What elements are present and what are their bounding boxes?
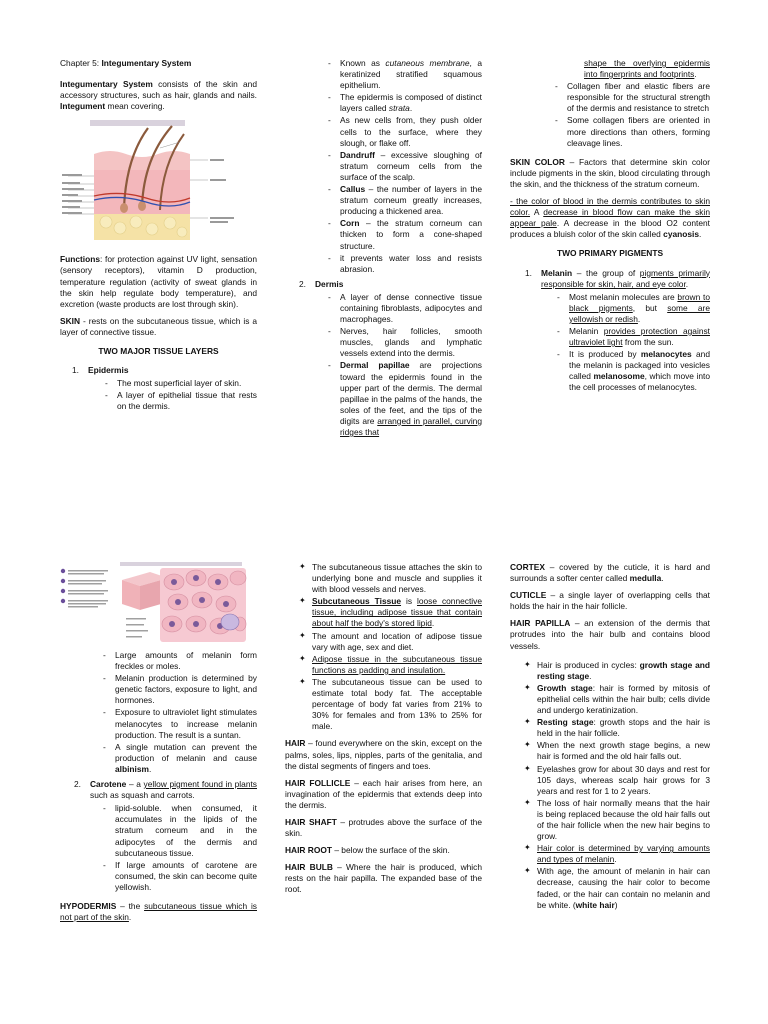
list-item: - Dermal papillae are projections toward the epidermis found in the upper part of the dermis. The dermal papillae in the palms of the hands, the soles of the feet, and the tips of the digits are arranged in parallel, curving ridges that <box>328 360 482 438</box>
functions-paragraph: Functions: for protection against UV light, sensation (sensory receptors), vitamin D production, temperature regulation (activity of sweat glands in the skin help regulate body temperature), and excretion (waste products are lost through skin). <box>60 254 257 309</box>
hair-root-paragraph: HAIR ROOT – below the surface of the skin. <box>285 845 450 856</box>
hair-paragraph: HAIR – found everywhere on the skin, except on the palms, soles, lips, nipples, parts of the genitalia, and the distal segments of fingers and toes. <box>285 738 482 771</box>
dermis-list-cont <box>555 81 710 149</box>
page1-column-1 <box>60 58 257 414</box>
list-item: - it prevents water loss and resists abrasion. <box>328 253 482 275</box>
hair-shaft-paragraph: HAIR SHAFT – protrudes above the surface of the skin. <box>285 816 482 839</box>
list-item: ✦ Adipose tissue in the subcutaneous tissue functions as padding and insulation. <box>299 654 482 676</box>
blood-color-paragraph: - the color of blood in the dermis contributes to skin color. A decrease in blood flow can make the skin appear pale. A decrease in the blood O2 content produces a bluish color of the skin called cyanosis. <box>510 196 710 240</box>
melanocyte-figure <box>60 562 257 644</box>
list-item: ✦ Resting stage: growth stops and the hair is held in the hair follicle. <box>524 717 710 739</box>
two-pigments-heading: TWO PRIMARY PIGMENTS <box>556 248 664 259</box>
melanin-list-cont <box>103 650 257 775</box>
list-item: ✦ The subcutaneous tissue attaches the skin to underlying bone and muscle and supplies it with blood vessels and nerves. <box>299 562 482 595</box>
list-item: ✦ Growth stage: hair is formed by mitosis of epithelial cells within the hair bulb; cells divide and undergo keratinization. <box>524 683 710 716</box>
list-item: - Dandruff – excessive sloughing of stratum corneum cells from the surface of the scalp. <box>328 150 482 183</box>
skin-color-paragraph: SKIN COLOR – Factors that determine skin color include pigments in the skin, blood circulating through the skin, and the thickness of the stratum corneum. <box>510 156 710 189</box>
list-item: - A layer of epithelial tissue that rests on the dermis. <box>105 390 257 412</box>
hair-bulb-paragraph: HAIR BULB – Where the hair is produced, which rests on the hair papilla. The expanded base of the root. <box>285 862 482 895</box>
dermal-papillae-continued: shape the overlying epidermis into fingerprints and footprints. <box>584 58 710 80</box>
melanin-list <box>557 292 710 394</box>
page1-column-2 <box>285 58 482 439</box>
list-item: - Nerves, hair follicles, smooth muscles, glands and lymphatic vessels extend into the dermis. <box>328 326 482 359</box>
list-item: - The most superficial layer of skin. <box>105 378 257 389</box>
epidermis-list-cont <box>328 58 482 275</box>
list-item: - As new cells from, they push older cells to the surface, where they slough, or flake off. <box>328 115 482 148</box>
list-item: - A single mutation can prevent the production of melanin and cause albinism. <box>103 742 257 775</box>
list-item: - A layer of dense connective tissue containing fibroblasts, adipocytes and macrophages. <box>328 292 482 325</box>
melanin-item: 1. Melanin – the group of pigments primarily responsible for skin, hair, and eye color. <box>525 267 710 289</box>
list-item: ✦ Eyelashes grow for about 30 days and rest for 105 days, whereas scalp hair grows for 3 years and rest for 1 to 2 years. <box>524 764 710 797</box>
subcutaneous-list <box>299 562 482 732</box>
hypodermis-paragraph: HYPODERMIS – the subcutaneous tissue which is not part of the skin. <box>60 900 257 923</box>
list-item: ✦ Hair is produced in cycles: growth stage and resting stage. <box>524 660 710 682</box>
epidermis-heading: 1. Epidermis <box>72 365 129 376</box>
list-item: - Corn – the stratum corneum can thicken to form a cone-shaped structure. <box>328 218 482 251</box>
list-item: - Large amounts of melanin form freckles or moles. <box>103 650 257 672</box>
list-item: - Melanin production is determined by genetic factors, exposure to light, and hormones. <box>103 673 257 706</box>
list-item: ✦ The loss of hair normally means that the hair is being replaced because the old hair falls out of the hair follicle when the new hair begins to grow. <box>524 798 710 842</box>
cortex-paragraph: CORTEX – covered by the cuticle, it is hard and surrounds a softer center called medulla. <box>510 562 710 584</box>
carotene-item: 2. Carotene – a yellow pigment found in plants such as squash and carrots. <box>74 779 257 801</box>
list-item: - Most melanin molecules are brown to black pigments, but some are yellowish or redish. <box>557 292 710 325</box>
skin-paragraph: SKIN - rests on the subcutaneous tissue, which is a layer of connective tissue. <box>60 315 257 337</box>
hair-cycle-list <box>524 660 710 911</box>
two-major-heading: TWO MAJOR TISSUE LAYERS <box>98 346 219 357</box>
list-item: - Known as cutaneous membrane, a keratinized stratified squamous epithelium. <box>328 58 482 91</box>
list-item: - The epidermis is composed of distinct layers called strata. <box>328 92 482 114</box>
list-item: - If large amounts of carotene are consumed, the skin can become quite yellowish. <box>103 860 257 893</box>
list-item: - Some collagen fibers are oriented in more directions than others, forming cleavage lines. <box>555 115 710 148</box>
list-item: ✦ Hair color is determined by varying amounts and types of melanin. <box>524 843 710 865</box>
dermis-list <box>328 292 482 438</box>
epidermis-list <box>105 378 257 412</box>
page2-column-3 <box>510 562 710 912</box>
hair-papilla-paragraph: HAIR PAPILLA – an extension of the dermis that protrudes into the hair bulb and contains blood vessels. <box>510 618 710 651</box>
page2-column-2 <box>285 562 482 902</box>
list-item: - lipid-soluble. when consumed, it accumulates in the lipids of the stratum corneum and in the adipocytes of the dermis and subcutaneous tissue. <box>103 803 257 858</box>
list-item: - Exposure to ultraviolet light stimulates melanocytes to increase melanin production. The result is a suntan. <box>103 707 257 740</box>
list-item: - Callus – the number of layers in the stratum corneum greatly increases, producing a thickened area. <box>328 184 482 217</box>
cuticle-paragraph: CUTICLE – a single layer of overlapping cells that holds the hair in the hair follicle. <box>510 590 710 612</box>
page2-column-1 <box>60 562 257 929</box>
page1-column-3 <box>510 58 710 395</box>
list-item: ✦ The amount and location of adipose tissue vary with age, sex and diet. <box>299 631 482 653</box>
dermis-heading: 2. Dermis <box>299 278 344 289</box>
list-item: ✦ When the next growth stage begins, a new hair is formed and the old hair falls out. <box>524 740 710 762</box>
skin-cross-section-figure <box>60 118 257 246</box>
carotene-list <box>103 803 257 893</box>
intro-paragraph: Integumentary System consists of the skin and accessory structures, such as hair, glands and nails. Integument mean covering. <box>60 79 257 112</box>
hair-follicle-paragraph: HAIR FOLLICLE – each hair arises from here, an invagination of the epidermis that extends deep into the dermis. <box>285 777 482 810</box>
list-item: - Melanin provides protection against ultraviolet light from the sun. <box>557 326 710 348</box>
list-item: - Collagen fiber and elastic fibers are responsible for the structural strength of the dermis and resistance to stretch <box>555 81 710 114</box>
chapter-heading: Chapter 5: Integumentary System <box>60 58 192 68</box>
list-item: - It is produced by melanocytes and the melanin is packaged into vesicles called melanosome, which move into the cell processes of melanocytes. <box>557 349 710 393</box>
list-item: ✦ The subcutaneous tissue can be used to estimate total body fat. The acceptable percentage of body fat varies from 21% to 30% for females and from 13% to 25% for male. <box>299 677 482 732</box>
list-item: ✦ With age, the amount of melanin in hair can decrease, causing the hair color to become faded, or the hair can contain no melanin and be white. (white hair) <box>524 866 710 910</box>
list-item: ✦ Subcutaneous Tissue is loose connective tissue, including adipose tissue that contain about half the body's stored lipid. <box>299 596 482 629</box>
